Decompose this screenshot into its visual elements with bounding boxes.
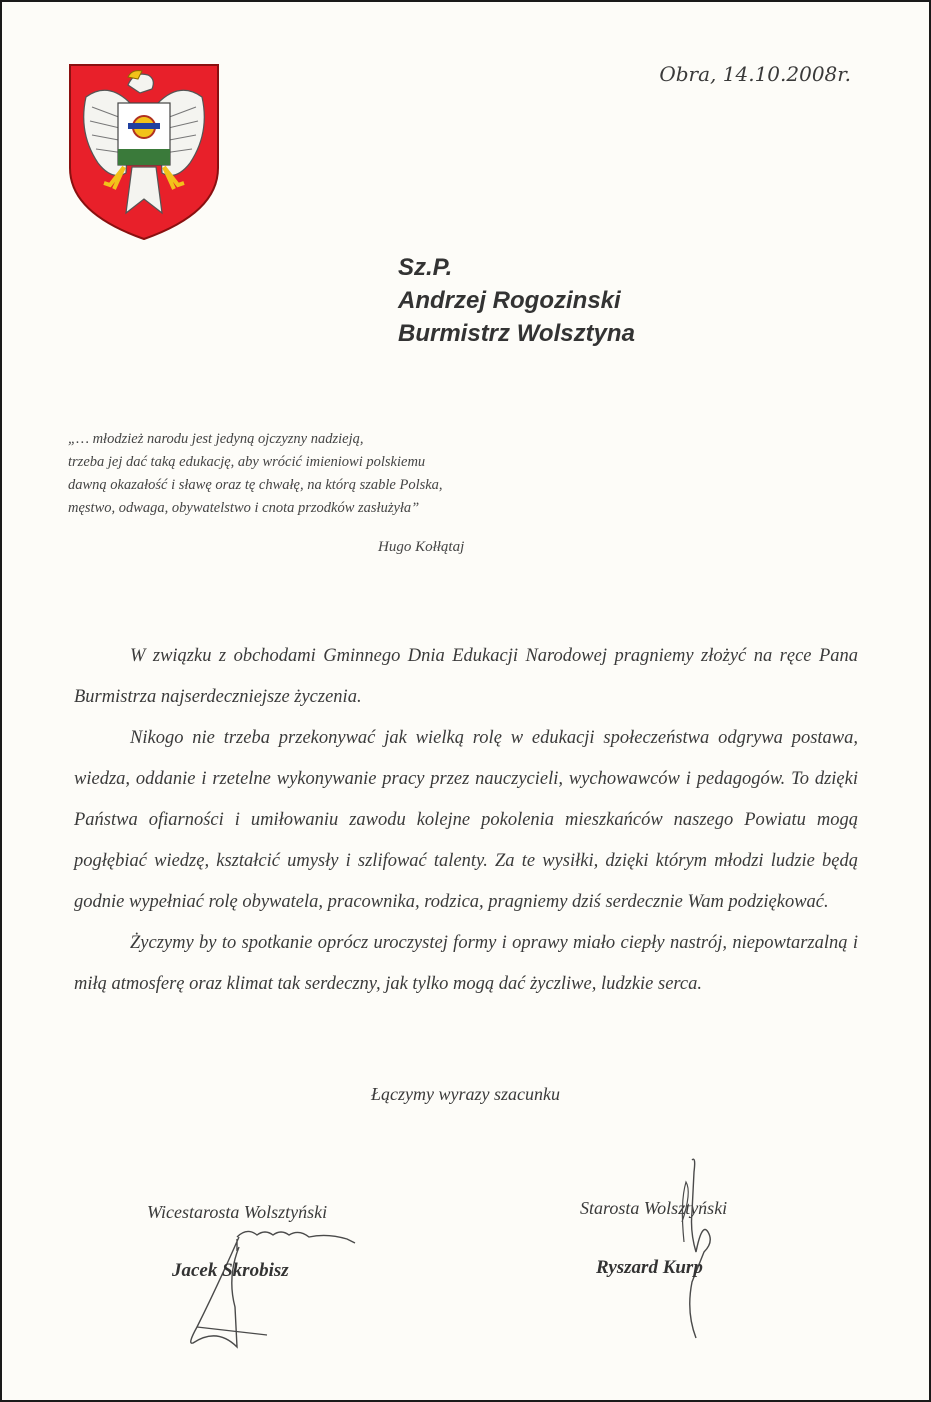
addressee-title: Burmistrz Wolsztyna [398, 320, 635, 347]
quote-author: Hugo Kołłątaj [378, 539, 465, 555]
starost-name: Ryszard Kurp [596, 1257, 703, 1278]
vice-starost-title: Wicestarosta Wolsztyński [147, 1202, 328, 1222]
coat-of-arms-eagle-icon [68, 63, 220, 241]
letter-date: Obra, 14.10.2008r. [659, 62, 851, 86]
body-paragraph: Życzymy by to spotkanie oprócz uroczystej formy i oprawy miało ciepły nastrój, niepowtarzalną i miłą atmosferę oraz klimat tak serdeczny, jak tylko mogą dać życzliwe, ludzkie serca. [74, 933, 858, 994]
epigraph-quote [68, 428, 588, 520]
addressee-name: Andrzej Rogozinski [398, 287, 621, 314]
addressee-block [398, 251, 635, 350]
quote-line: „… młodzież narodu jest jedyną ojczyzny nadzieją, [68, 431, 364, 447]
vice-starost-name: Jacek Skrobisz [172, 1260, 289, 1281]
addressee-salutation: Sz.P. [398, 254, 453, 281]
handwritten-signature-left [177, 1217, 367, 1357]
quote-line: męstwo, odwaga, obywatelstwo i cnota przodków zasłużyła” [68, 500, 420, 516]
handwritten-signature-right [662, 1152, 732, 1342]
body-paragraph: W związku z obchodami Gminnego Dnia Edukacji Narodowej pragniemy złożyć na ręce Pana Burmistrza najserdeczniejsze życzenia. [74, 646, 858, 707]
quote-line: dawną okazałość i sławę oraz tę chwałę, na którą szable Polska, [68, 477, 443, 493]
starost-title: Starosta Wolsztyński [580, 1198, 728, 1218]
quote-line: trzeba jej dać taką edukację, aby wrócić imieniowi polskiemu [68, 454, 426, 470]
body-paragraph: Nikogo nie trzeba przekonywać jak wielką rolę w edukacji społeczeństwa odgrywa postawa, wiedza, oddanie i rzetelne wykonywanie pracy przez nauczycieli, wychowawców i pedagogów. To dzięki Państwa ofiarności i umiłowaniu zawodu kolejne pokolenia mieszkańców naszego Powiatu mogą pogłębiać wiedzę, kształcić umysły i szlifować talenty. Za te wysiłki, dzięki którym młodzi ludzie będą godnie wypełniać rolę obywatela, pracownika, rodzica, pragniemy dziś serdecznie Wam podziękować. [74, 728, 858, 912]
closing-phrase: Łączymy wyrazy szacunku [371, 1084, 560, 1104]
letter-body [74, 636, 858, 1005]
